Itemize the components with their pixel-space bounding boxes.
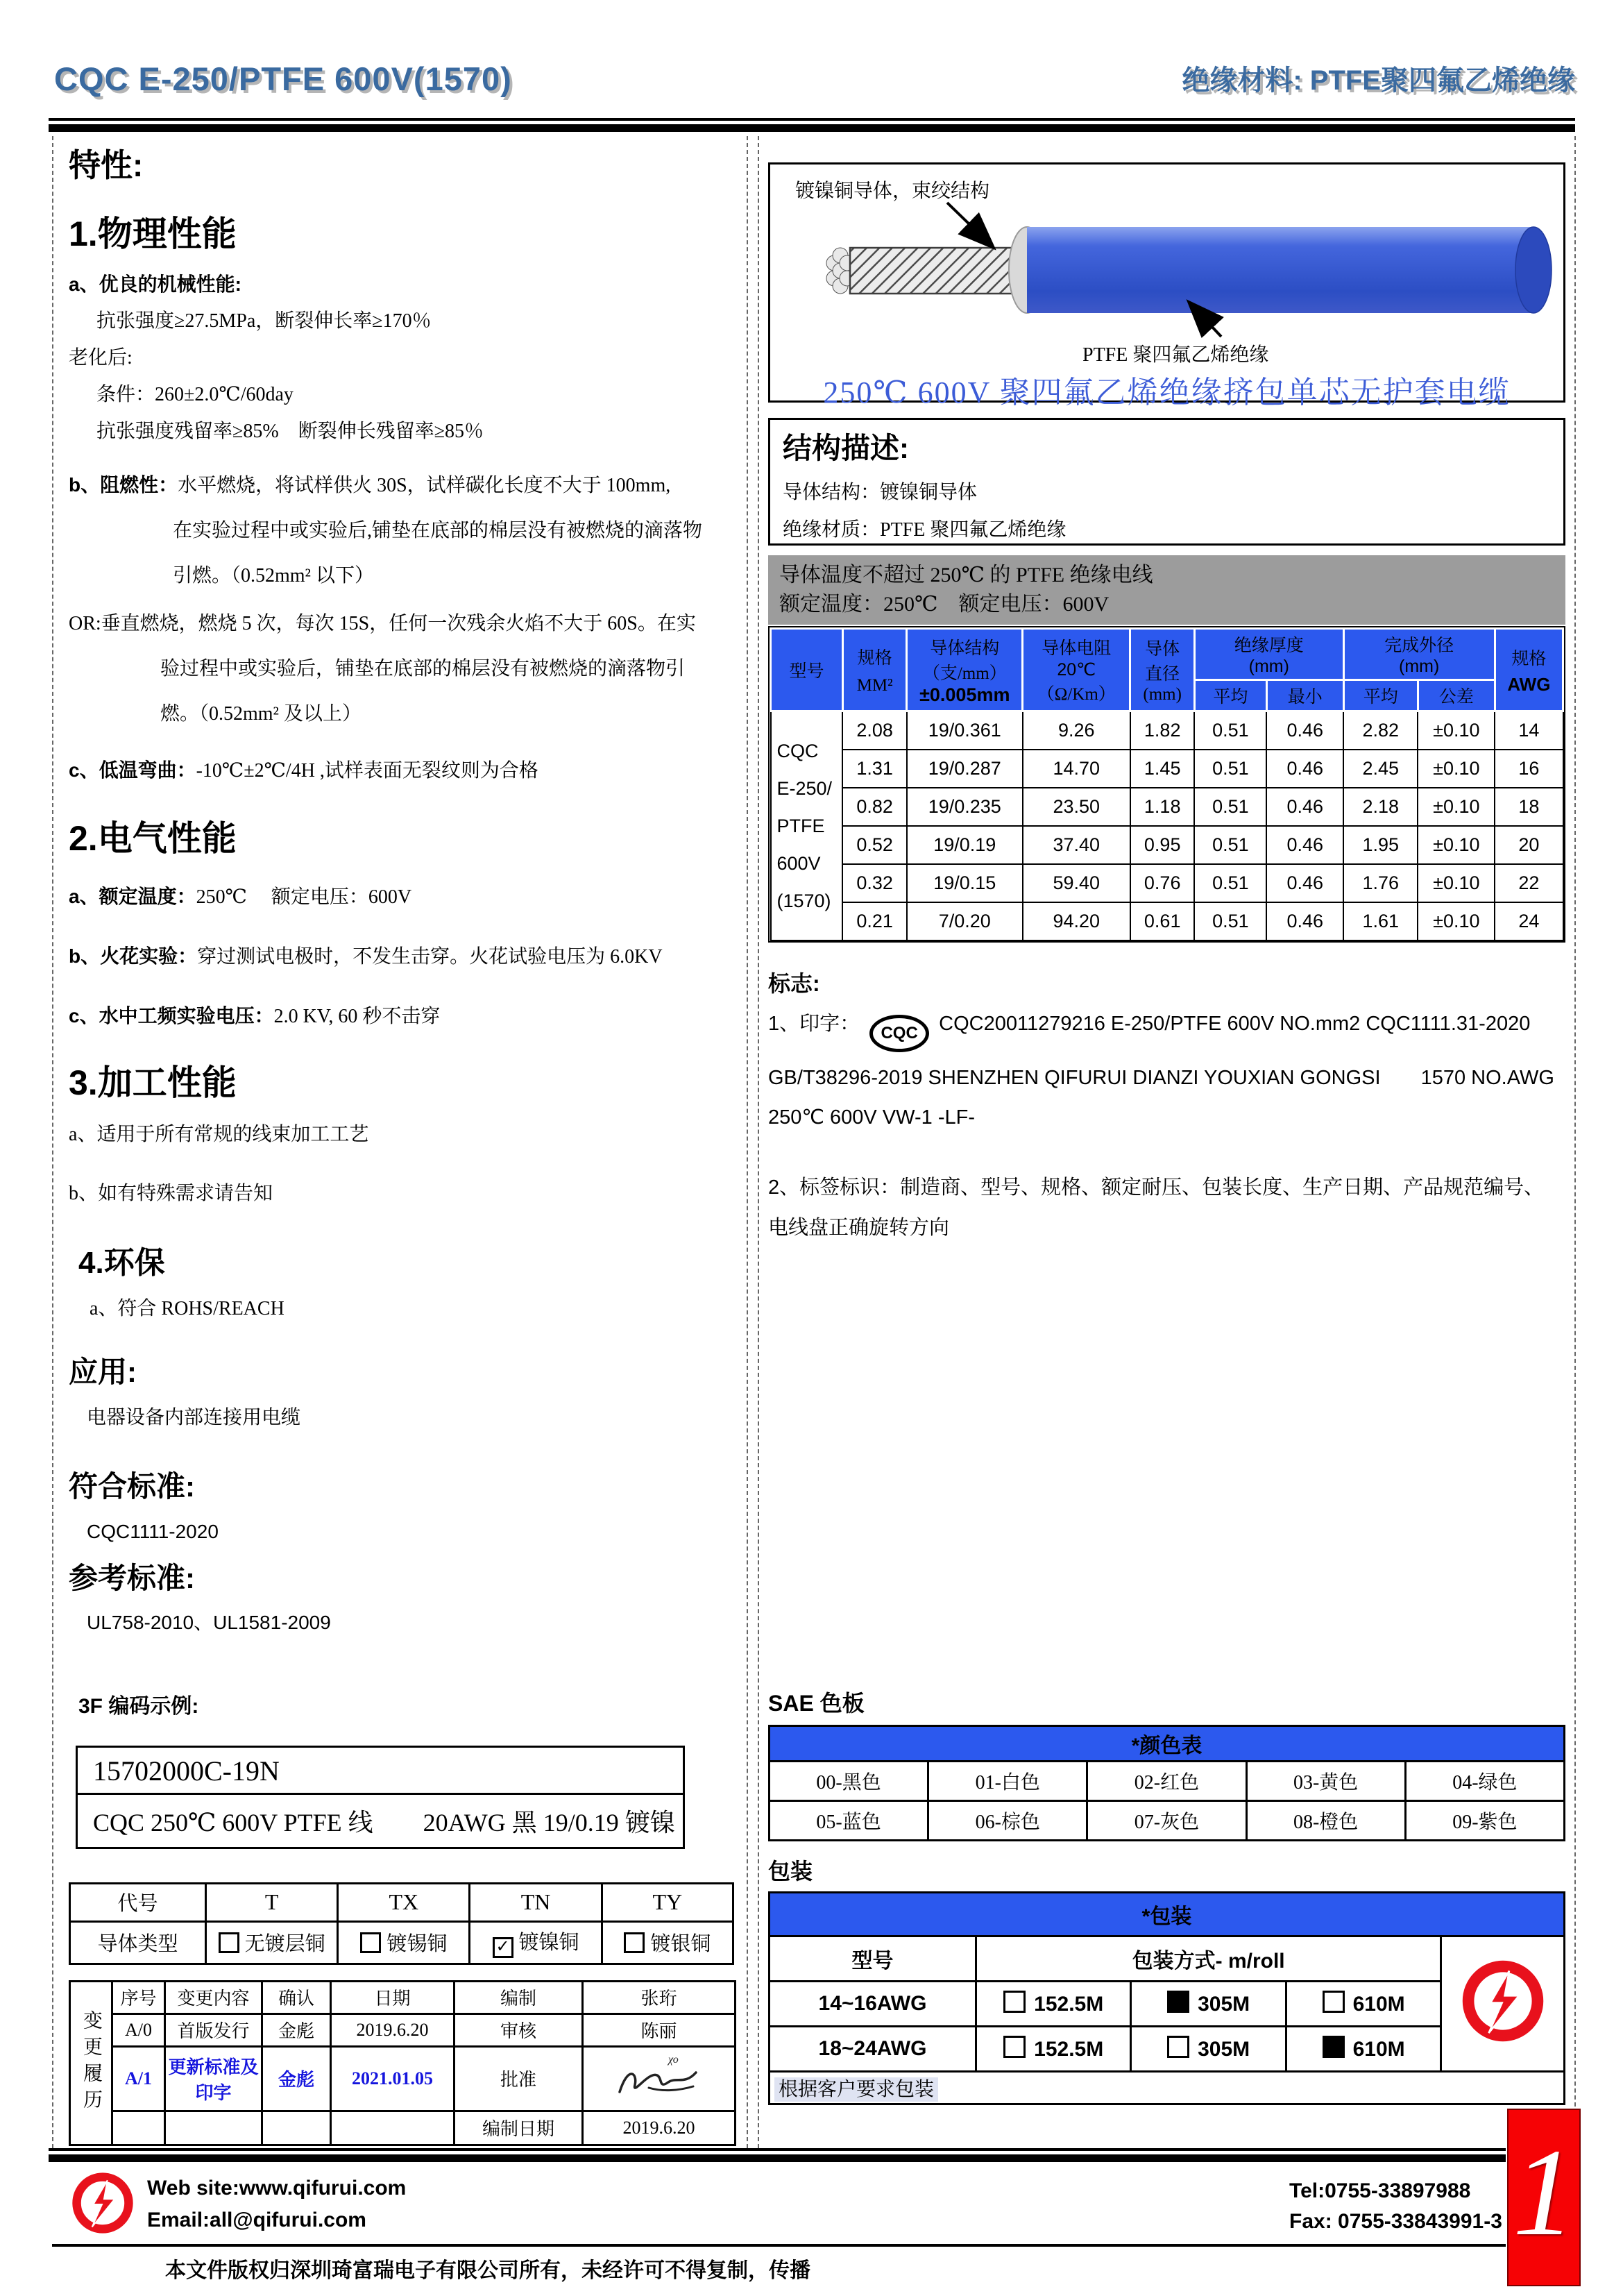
flame-or-line2: 验过程中或实验后，铺垫在底部的棉层没有被燃烧的滴落物引	[160, 658, 686, 680]
flame-label: b、阻燃性：	[69, 474, 178, 496]
checkbox-icon	[624, 1932, 645, 1953]
checkbox-icon	[219, 1932, 239, 1953]
marking-line2: GB/T38296-2019 SHENZHEN QIFURUI DIANZI YOUXIAN GONGSI 1570 NO.AWG	[768, 1067, 1554, 1090]
model-cell: CQC E-250/ PTFE 600V (1570)	[771, 711, 843, 941]
svg-text:χο: χο	[668, 2054, 679, 2066]
col-od-group-header: 完成外径 (mm)	[1343, 629, 1495, 680]
water-test-line: c、水中工频实验电压：2.0 KV, 60 秒不击穿	[69, 1004, 441, 1027]
conductor-type-table	[69, 1882, 734, 1965]
footer-website[interactable]: Web site:www.qifurui.com	[147, 2177, 407, 2200]
approval-signature-cell	[583, 2046, 736, 2111]
checkbox-icon	[1167, 2036, 1189, 2058]
color-table-header-row: *颜色表	[770, 1725, 1565, 1761]
column-gap	[748, 136, 758, 2148]
company-logo-cell	[1441, 1936, 1565, 2071]
col-resistance-header: 导体电阻 20℃ （Ω/Km）	[1023, 629, 1130, 711]
electrical-heading: 2.电气性能	[69, 819, 237, 859]
flame-or-line3: 燃。（0.52mm² 及以上）	[160, 703, 362, 725]
footer-logo	[69, 2170, 136, 2240]
checkbox-filled-icon	[1167, 1991, 1189, 2013]
col-diameter-header: 导体 直径 (mm)	[1130, 629, 1195, 711]
aging-label: 老化后:	[69, 347, 133, 369]
doc-title: CQC E-250/PTFE 600V(1570)	[54, 60, 512, 97]
structure-conductor: 导体结构：镀镍铜导体	[783, 482, 978, 503]
tensile-line: 抗张强度≥27.5MPa，断裂伸长率≥170％	[96, 310, 432, 332]
company-logo-icon	[69, 2170, 136, 2236]
rating-line1: 导体温度不超过 250℃ 的 PTFE 绝缘电线	[779, 564, 1153, 586]
env-a: a、符合 ROHS/REACH	[90, 1297, 284, 1319]
insulation-callout-label: PTFE 聚四氟乙烯绝缘	[1082, 344, 1269, 366]
physical-heading: 1.物理性能	[69, 214, 237, 253]
packing-note-row	[770, 2071, 1565, 2104]
references-text: UL758-2010、UL1581-2009	[87, 1611, 331, 1633]
insulation-body	[1027, 227, 1533, 313]
footer-rule	[49, 2148, 1506, 2162]
spec-row: CQC E-250/ PTFE 600V (1570) 2.08 19/0.361 9.26 1.82 0.51 0.46 2.82 ±0.10 14	[771, 711, 1563, 750]
marking-line5: 电线盘正确旋转方向	[768, 1216, 950, 1239]
packing-note: 根据客户要求包装	[774, 2077, 938, 2102]
checkbox-icon	[1003, 1991, 1026, 2013]
page-number: 1	[1513, 2122, 1575, 2261]
marking-heading: 标志:	[768, 971, 820, 996]
option-tinned-copper: 镀锡铜	[338, 1921, 470, 1964]
revision-side-label: 变更履历	[80, 2010, 102, 2116]
color-row2: 05-蓝色 06-棕色 07-灰色 08-橙色 09-紫色	[770, 1800, 1565, 1840]
option-nickel-copper: ✓ 镀镍铜	[470, 1921, 602, 1964]
cqc-logo-icon: CQC	[869, 1015, 929, 1052]
revision-row-a1: A/1 更新标准及印字 金彪 2021.01.05 批准 χο	[70, 2046, 736, 2111]
spec-table-wrap	[768, 626, 1565, 943]
flame-or-line1: OR:垂直燃烧，燃烧 5 次，每次 15S，任何一次残余火焰不大于 60S。在实	[69, 613, 696, 635]
cold-bend-label: c、低温弯曲：	[69, 759, 196, 782]
structure-insulation: 绝缘材质：PTFE 聚四氟乙烯绝缘	[783, 519, 1067, 541]
features-heading: 特性:	[69, 147, 144, 183]
insulation-end-cap	[1515, 227, 1552, 313]
conductor-callout-label: 镀镍铜导体，束绞结构	[795, 180, 990, 202]
footer-divider	[52, 2244, 1506, 2247]
application-text: 电器设备内部连接用电缆	[87, 1407, 301, 1429]
conductor-type-option-row	[70, 1921, 733, 1964]
cable-product-title: 250℃ 600V 聚四氟乙烯绝缘挤包单芯无护套电缆	[823, 375, 1511, 410]
approval-signature	[607, 2052, 711, 2100]
sae-heading: SAE 色板	[768, 1690, 865, 1716]
col-awg-header: 规格 AWG	[1495, 629, 1563, 711]
revision-history-table	[69, 1980, 736, 2146]
flame-line1: b、阻燃性：水平燃烧，将试样供火 30S，试样碳化长度不大于 100mm,	[69, 474, 671, 497]
coding-example-box	[76, 1746, 685, 1849]
mech-label: a、优良的机械性能:	[69, 273, 241, 296]
packing-row-18-24: 18~24AWG 152.5M 305M 610M	[770, 2026, 1565, 2071]
header-rule	[49, 118, 1575, 132]
checkbox-icon	[1323, 1991, 1345, 2013]
references-heading: 参考标准:	[69, 1561, 195, 1594]
cable-illustration-box	[768, 162, 1565, 410]
spec-row: 0.52 19/0.19 37.40 0.95 0.51 0.46 1.95 ±0.10 20	[771, 826, 1563, 864]
marking-line4: 2、标签标识：制造商、型号、规格、额定耐压、包装长度、生产日期、产品规范编号、	[768, 1176, 1545, 1199]
spacer	[768, 1242, 1565, 1686]
spec-header-row2: 平均 最小 平均 公差	[771, 680, 1563, 711]
conductor-arrow	[947, 203, 992, 246]
spec-row: 0.21 7/0.20 94.20 0.61 0.51 0.46 1.61 ±0.10 24	[771, 902, 1563, 940]
spec-row: 0.82 19/0.235 23.50 1.18 0.51 0.46 2.18 ±0.10 18	[771, 788, 1563, 826]
page-number-box	[1507, 2109, 1581, 2286]
application-heading: 应用:	[69, 1355, 137, 1388]
spec-table	[770, 627, 1564, 941]
marking-line3: 250℃ 600V VW-1 -LF-	[768, 1106, 975, 1129]
rating-band	[768, 555, 1565, 625]
color-row1: 00-黑色 01-白色 02-红色 03-黄色 04-绿色	[770, 1761, 1565, 1800]
packing-table	[768, 1891, 1565, 2105]
footer-fax: Fax: 0755-33843991-3	[1289, 2210, 1502, 2233]
conductor-type-label: 导体类型	[70, 1921, 206, 1964]
checkbox-icon	[1003, 2036, 1026, 2058]
structure-heading: 结构描述:	[783, 432, 909, 464]
option-bare-copper: 无镀层铜	[205, 1921, 337, 1964]
process-a: a、适用于所有常规的线束加工工艺	[69, 1124, 369, 1146]
cold-bend-line: c、低温弯曲：-10℃±2℃/4H ,试样表面无裂纹则为合格	[69, 759, 538, 782]
spec-header-row1	[771, 629, 1563, 680]
copyright-text: 本文件版权归深圳琦富瑞电子有限公司所有，未经许可不得复制，传播	[165, 2259, 810, 2282]
process-heading: 3.加工性能	[69, 1063, 237, 1102]
marking-line1: 1、印字： CQC CQC20011279216 E-250/PTFE 600V NO.mm2 CQC1111.31-2020	[768, 1011, 1565, 1052]
insulation-material-title: 绝缘材料: PTFE聚四氟乙烯绝缘	[1182, 65, 1575, 96]
coding-line2: CQC 250℃ 600V PTFE 线 20AWG 黑 19/0.19 镀镍	[93, 1808, 675, 1837]
option-silver-copper: 镀银铜	[602, 1921, 733, 1964]
standards-text: CQC1111-2020	[87, 1520, 219, 1542]
col-size-mm2-header: 规格 MM²	[842, 629, 907, 711]
checkbox-checked-icon	[493, 1937, 513, 1958]
col-model-header: 型号	[771, 629, 843, 711]
revision-header-row: 变更履历 序号 变更内容 确认 日期 编制 张珩	[70, 1981, 736, 2014]
left-column	[52, 136, 748, 2148]
spark-test-line: b、火花实验：穿过测试电极时，不发生击穿。火花试验电压为 6.0KV	[69, 945, 663, 968]
aging-residual: 抗张强度残留率≥85% 断裂伸长残留率≥85％	[96, 421, 484, 443]
header	[54, 58, 1575, 98]
marking-section	[768, 966, 1565, 1242]
rating-line2: 额定温度：250℃ 额定电压：600V	[779, 593, 1110, 616]
aging-condition: 条件：260±2.0℃/60day	[96, 384, 294, 406]
company-logo-icon	[1459, 1957, 1547, 2045]
coding-line1: 15702000C-19N	[78, 1748, 683, 1795]
rated-temp-line: a、额定温度：250℃ 额定电压：600V	[69, 885, 412, 908]
checkbox-filled-icon	[1323, 2036, 1345, 2058]
structure-description-box	[768, 418, 1565, 546]
footer-email[interactable]: Email:all@qifurui.com	[147, 2209, 366, 2231]
packing-heading: 包装	[768, 1858, 813, 1884]
color-table	[768, 1725, 1565, 1841]
revision-row-a0: A/0 首版发行 金彪 2019.6.20 审核 陈丽	[70, 2014, 736, 2046]
packing-cols-row: 型号 包装方式- m/roll	[770, 1936, 1565, 1981]
revision-side-label-cell	[70, 1981, 112, 2145]
env-heading: 4.环保	[78, 1246, 165, 1281]
coding-heading: 3F 编码示例:	[78, 1694, 199, 1718]
flame-line3: 引燃。（0.52mm² 以下）	[173, 565, 374, 587]
conductor-type-header-row: 代号 T TX TN TY	[70, 1883, 733, 1921]
right-column	[758, 136, 1576, 2148]
process-b: b、如有特殊需求请告知	[69, 1183, 273, 1205]
flame-line2: 在实验过程中或实验后,铺垫在底部的棉层没有被燃烧的滴落物	[173, 520, 703, 542]
col-structure-header: 导体结构 （支/mm） ±0.005mm	[907, 629, 1023, 711]
footer-tel: Tel:0755-33897988	[1289, 2179, 1471, 2202]
checkbox-icon	[360, 1932, 381, 1953]
packing-table-header-row: *包装	[770, 1892, 1565, 1936]
conductor-body	[850, 248, 1020, 294]
spec-row: 1.31 19/0.287 14.70 1.45 0.51 0.46 2.45 ±0.10 16	[771, 750, 1563, 788]
content	[52, 136, 1576, 2148]
packing-row-14-16: 14~16AWG 152.5M 305M 610M	[770, 1981, 1565, 2026]
spec-row: 0.32 19/0.15 59.40 0.76 0.51 0.46 1.76 ±0.10 22	[771, 864, 1563, 902]
col-thickness-group-header: 绝缘厚度 (mm)	[1194, 629, 1343, 680]
standards-heading: 符合标准:	[69, 1470, 195, 1503]
revision-row-date: 编制日期 2019.6.20	[70, 2111, 736, 2145]
